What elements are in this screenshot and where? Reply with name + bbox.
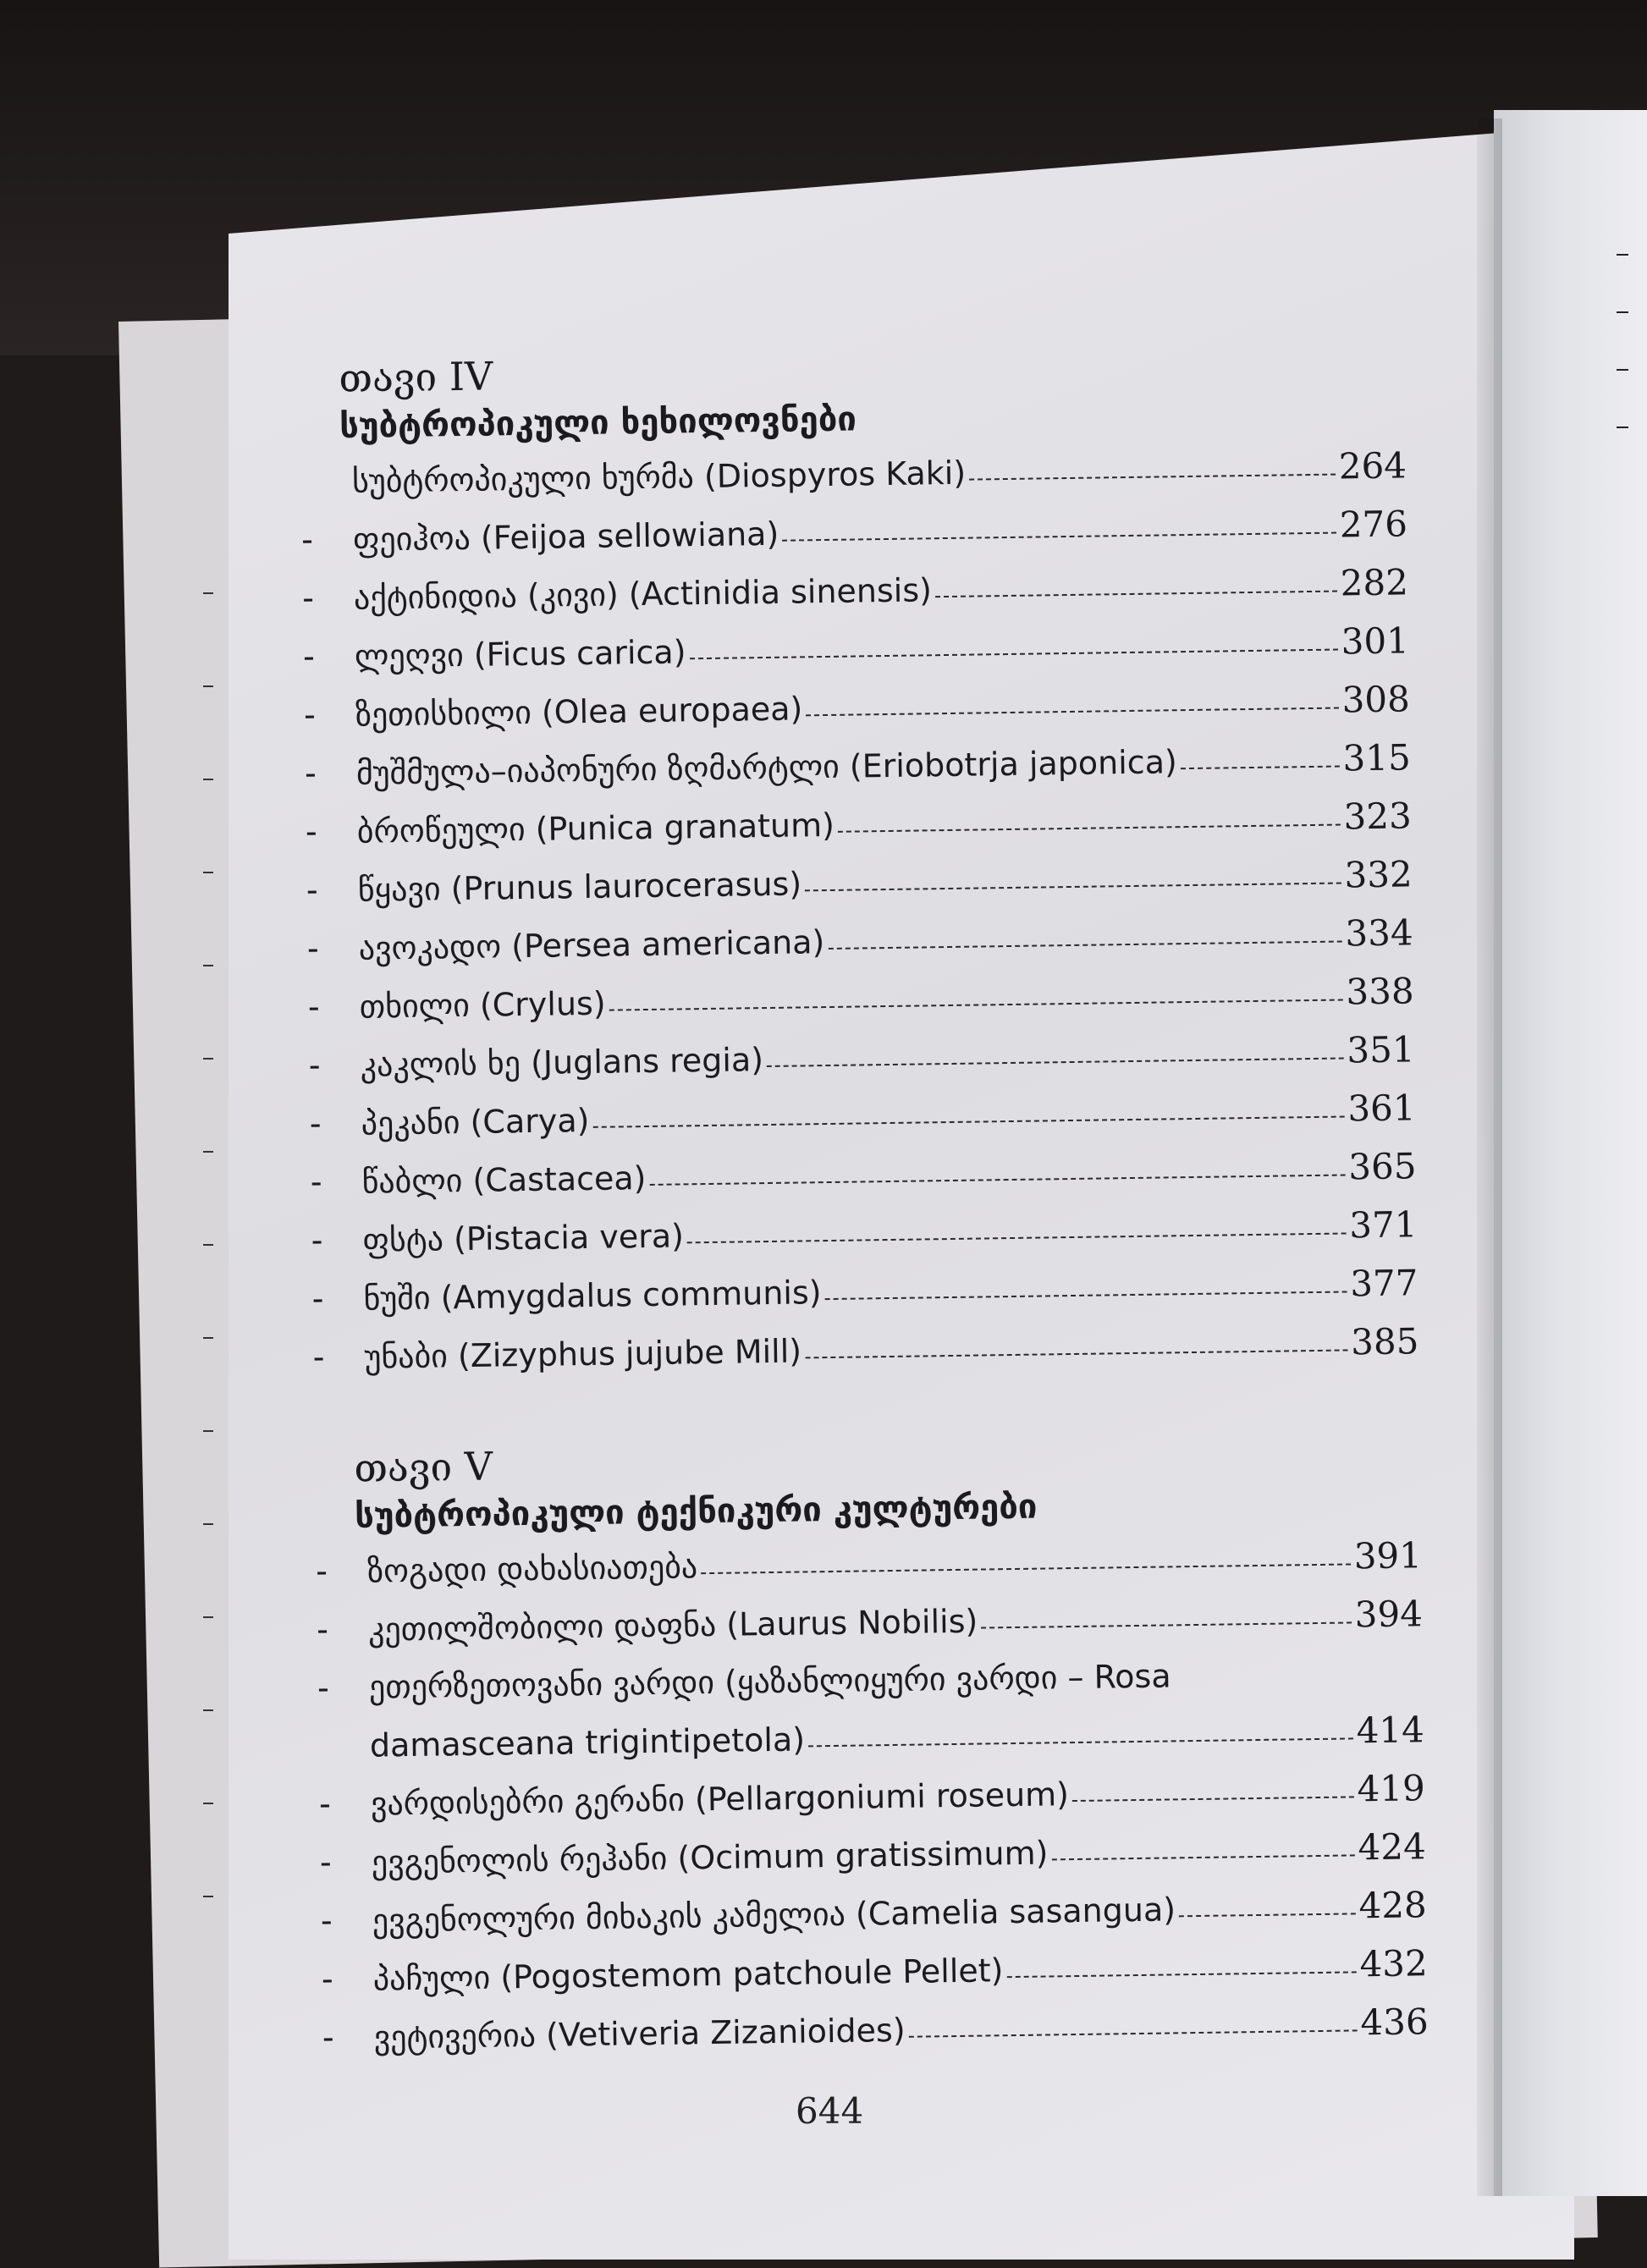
entry-page-number: 419 <box>1357 1759 1425 1818</box>
entry-bullet: - <box>313 1542 331 1599</box>
entry-label: პეკანი (Carya) <box>361 1092 590 1153</box>
leader-dots <box>1179 1913 1356 1917</box>
entry-page-number: 264 <box>1338 437 1407 495</box>
leader-dots <box>805 882 1341 891</box>
entry-page-number: 323 <box>1343 787 1412 845</box>
leader-dots <box>690 648 1338 659</box>
entry-label: პაჩული (Pogostemom patchoule Pellet) <box>372 1941 1004 2007</box>
leader-dots <box>609 999 1343 1010</box>
entry-label: ავოკადო (Persea americana) <box>358 913 824 977</box>
entry-label: წყავი (Prunus laurocerasus) <box>357 855 801 918</box>
entry-label: ევგენოლის რეჰანი (Ocimum gratissimum) <box>371 1824 1049 1891</box>
entry-page-number: 428 <box>1358 1876 1427 1935</box>
entry-bullet: - <box>318 1950 336 2007</box>
chapter-4-heading: თავი IV <box>339 340 1406 401</box>
entry-bullet: - <box>306 1036 323 1093</box>
table-of-contents <box>339 340 1429 2066</box>
entry-page-number: 308 <box>1341 670 1410 729</box>
entry-page-number: 391 <box>1353 1527 1422 1585</box>
entry-bullet: - <box>314 1600 332 1658</box>
leader-dots <box>782 531 1336 541</box>
entry-bullet: - <box>309 1269 327 1327</box>
entry-bullet: - <box>302 802 320 860</box>
entry-label: აქტინიდია (კივი) (Actinidia sinensis) <box>354 561 933 627</box>
entry-label: უნაბი (Zizyphus jujube Mill) <box>364 1322 801 1385</box>
leader-dots <box>909 2029 1358 2037</box>
entry-page-number: 365 <box>1348 1137 1417 1196</box>
leader-dots <box>969 473 1336 480</box>
page-number: 644 <box>796 2090 863 2132</box>
leader-dots <box>805 1349 1347 1358</box>
leader-dots <box>828 940 1341 949</box>
entry-page-number: 414 <box>1356 1701 1424 1759</box>
entry-page-number: 377 <box>1350 1254 1418 1313</box>
entry-bullet: - <box>300 627 317 685</box>
entry-page-number: 301 <box>1341 612 1409 670</box>
entry-page-number: 315 <box>1342 729 1411 787</box>
entry-bullet: - <box>317 1891 335 1949</box>
entry-label: თხილი (Crylus) <box>359 975 606 1036</box>
entry-label: ფსტა (Pistacia vera) <box>362 1207 684 1269</box>
leader-dots <box>650 1174 1346 1185</box>
entry-bullet: - <box>319 2008 337 2066</box>
leader-dots <box>1007 1971 1357 1978</box>
entry-page-number: 371 <box>1349 1196 1418 1254</box>
entry-label: ევგენოლური მიხაკის კამელია (Camelia sasangua) <box>372 1880 1176 1949</box>
entry-bullet: - <box>303 861 321 918</box>
entry-page-number: 276 <box>1339 495 1407 553</box>
entry-page-number: 282 <box>1340 553 1408 612</box>
entry-label: damasceana trigintipetola) <box>369 1710 805 1774</box>
leader-dots <box>838 823 1341 832</box>
page-edge-marks <box>203 592 220 1989</box>
entry-page-number: 394 <box>1354 1585 1423 1643</box>
entry-page-number: 385 <box>1351 1313 1419 1371</box>
entry-page-number: 334 <box>1345 904 1413 962</box>
leader-dots <box>981 1621 1352 1628</box>
leader-dots <box>825 1291 1347 1300</box>
entry-bullet: - <box>299 510 317 568</box>
chapter-5-title: სუბტროპიკული ტექნიკური კულტურები <box>355 1476 1422 1542</box>
entry-page-number: 361 <box>1347 1079 1416 1137</box>
leader-dots <box>701 1563 1351 1574</box>
entry-bullet: - <box>305 977 322 1035</box>
facing-page-marks <box>1617 254 1628 484</box>
entry-label: წაბლი (Castacea) <box>361 1149 647 1211</box>
entry-label: ვარდისებრი გერანი (Pellargoniumi roseum) <box>370 1765 1069 1833</box>
leader-dots <box>687 1232 1346 1243</box>
entry-bullet: - <box>317 1833 334 1891</box>
leader-dots <box>767 1057 1343 1067</box>
entry-bullet: - <box>308 1211 326 1269</box>
entry-bullet: - <box>300 685 318 743</box>
entry-label: ზოგადი დახასიათება <box>367 1538 698 1599</box>
entry-label: ზეთისხილი (Olea europaea) <box>355 680 802 743</box>
leader-dots <box>806 707 1338 716</box>
entry-label: ლეღვი (Ficus carica) <box>354 623 686 685</box>
entry-bullet: - <box>300 569 317 626</box>
leader-dots <box>935 590 1337 597</box>
spine-shadow <box>1477 118 1502 2196</box>
chapter-5-heading: თავი V <box>354 1430 1421 1491</box>
leader-dots <box>1181 765 1340 769</box>
chapter-4-title: სუბტროპიკული ხეხილოვნები <box>339 386 1407 452</box>
entry-bullet: - <box>306 1094 324 1152</box>
entry-label: კაკლის ხე (Juglans regia) <box>360 1031 763 1094</box>
entry-page-number: 424 <box>1358 1818 1426 1876</box>
entry-label: ვეტივერია (Vetiveria Zizanioides) <box>373 2001 906 2067</box>
entry-bullet: - <box>310 1328 328 1385</box>
entry-bullet: - <box>307 1153 325 1210</box>
entry-bullet: - <box>315 1659 333 1716</box>
entry-label: ნუში (Amygdalus communis) <box>363 1263 822 1328</box>
entry-label: მუშმულა–იაპონური ზღმარტლი (Eriobotrja japonica) <box>355 733 1177 802</box>
entry-label: ბროწეული (Punica granatum) <box>356 796 835 861</box>
leader-dots <box>1052 1854 1355 1860</box>
leader-dots <box>592 1115 1344 1127</box>
entry-bullet: - <box>301 744 319 801</box>
entry-page-number: 436 <box>1360 1993 1429 2051</box>
entry-bullet: - <box>316 1775 333 1832</box>
entry-page-number: 351 <box>1347 1021 1415 1079</box>
entry-page-number: 338 <box>1346 962 1414 1021</box>
entry-label: სუბტროპიკული ხურმა (Diospyros Kaki) <box>352 444 967 510</box>
entry-page-number: 332 <box>1344 845 1413 904</box>
entry-bullet: - <box>304 919 322 977</box>
entry-page-number: 432 <box>1359 1935 1428 1993</box>
entry-label: კეთილშობილი დაფნა (Laurus Nobilis) <box>368 1593 978 1659</box>
leader-dots <box>808 1737 1353 1747</box>
entry-label: ფეიჰოა (Feijoa sellowiana) <box>353 505 779 569</box>
entry-label: ეთერზეთოვანი ვარდი (ყაზანლიყური ვარდი – Rosa <box>369 1647 1172 1715</box>
leader-dots <box>1072 1796 1354 1802</box>
